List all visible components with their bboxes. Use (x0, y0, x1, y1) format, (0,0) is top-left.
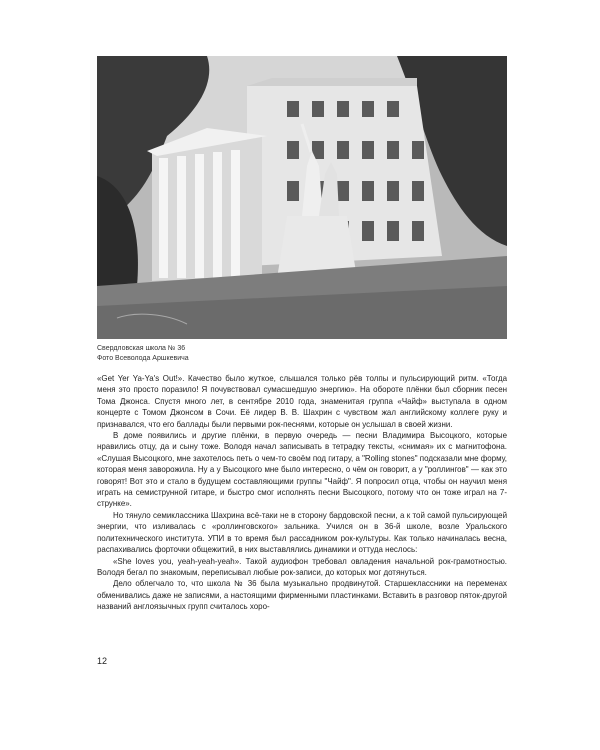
paragraph: Дело облегчало то, что школа № 36 была музыкально продвинутой. Старшеклассники на переменах обменивались даже не записями, а настоящими фирменными пластинками. Вставить в разговор пяток-другой названий англоязычных групп считалось хоро- (97, 579, 507, 612)
school-photo (97, 56, 507, 339)
caption-credit: Фото Всеволода Аршкевича (97, 355, 189, 362)
page-number: 12 (97, 656, 108, 666)
paragraph: В доме появились и другие плёнки, в первую очередь — песни Владимира Высоцкого, которые нравились отцу, да и сыну тоже. Володя начал записывать в тетрадку тексты, «снимая» их с магнитофона. «Слушая Высоцкого, мне захотелось петь о чем-то своём под гитару, а "Rolling stones" подсказали мне форму, которая меня заворожила. Ну а у Высоцкого мне было интересно, о чём он говорит, а у "роллингов" — как это говорят! Вот это и стало в будущем составляющими группы "Чайф". Я попросил отца, чтобы он научил меня играть на семиструнной гитаре, и быстро смог исполнять песни Высоцкого, потому что он тоже играл на 7-струнке». (97, 431, 507, 509)
article-body (97, 373, 507, 613)
school-building-image (97, 56, 507, 339)
paragraph: «Get Yer Ya-Ya's Out!». Качество было жуткое, слышался только рёв толпы и пульсирующий ритм. «Тогда меня это просто поразило! Я почувствовал сумасшедшую энергию». На обороте плёнки был сборник песен Тома Джонса. Спустя много лет, в сентябре 2010 года, знаменитая группа «Чайф» выступала в одном концерте с Томом Джонсом в Сочи. Её лидер В. В. Шахрин с чувством жал английскому коллеге руку и признавался, что его баллады были первыми рок-песнями, которые он услышал в своей жизни. (97, 374, 507, 429)
paragraph: «She loves you, yeah-yeah-yeah». Такой аудиофон требовал овладения начальной рок-грамотностью. Володя бегал по знакомым, переписывал любые рок-записи, до которых мог дотянуться. (97, 556, 507, 577)
caption-title: Свердловская школа № 36 (97, 345, 186, 352)
paragraph: Но тянуло семиклассника Шахрина всё-таки не в сторону бардовской песни, а к той самой пульсирующей энергии, что изливалась с «роллинговского» зальника. Учился он в 36-й школе, возле Уральского политехнического института. УПИ в то время был рассадником рок-культуры. Как только начиналась весна, распахивались форточки общежитий, в них выставлялись динамики и оттуда неслось: (97, 510, 507, 555)
photo-caption (97, 344, 189, 364)
